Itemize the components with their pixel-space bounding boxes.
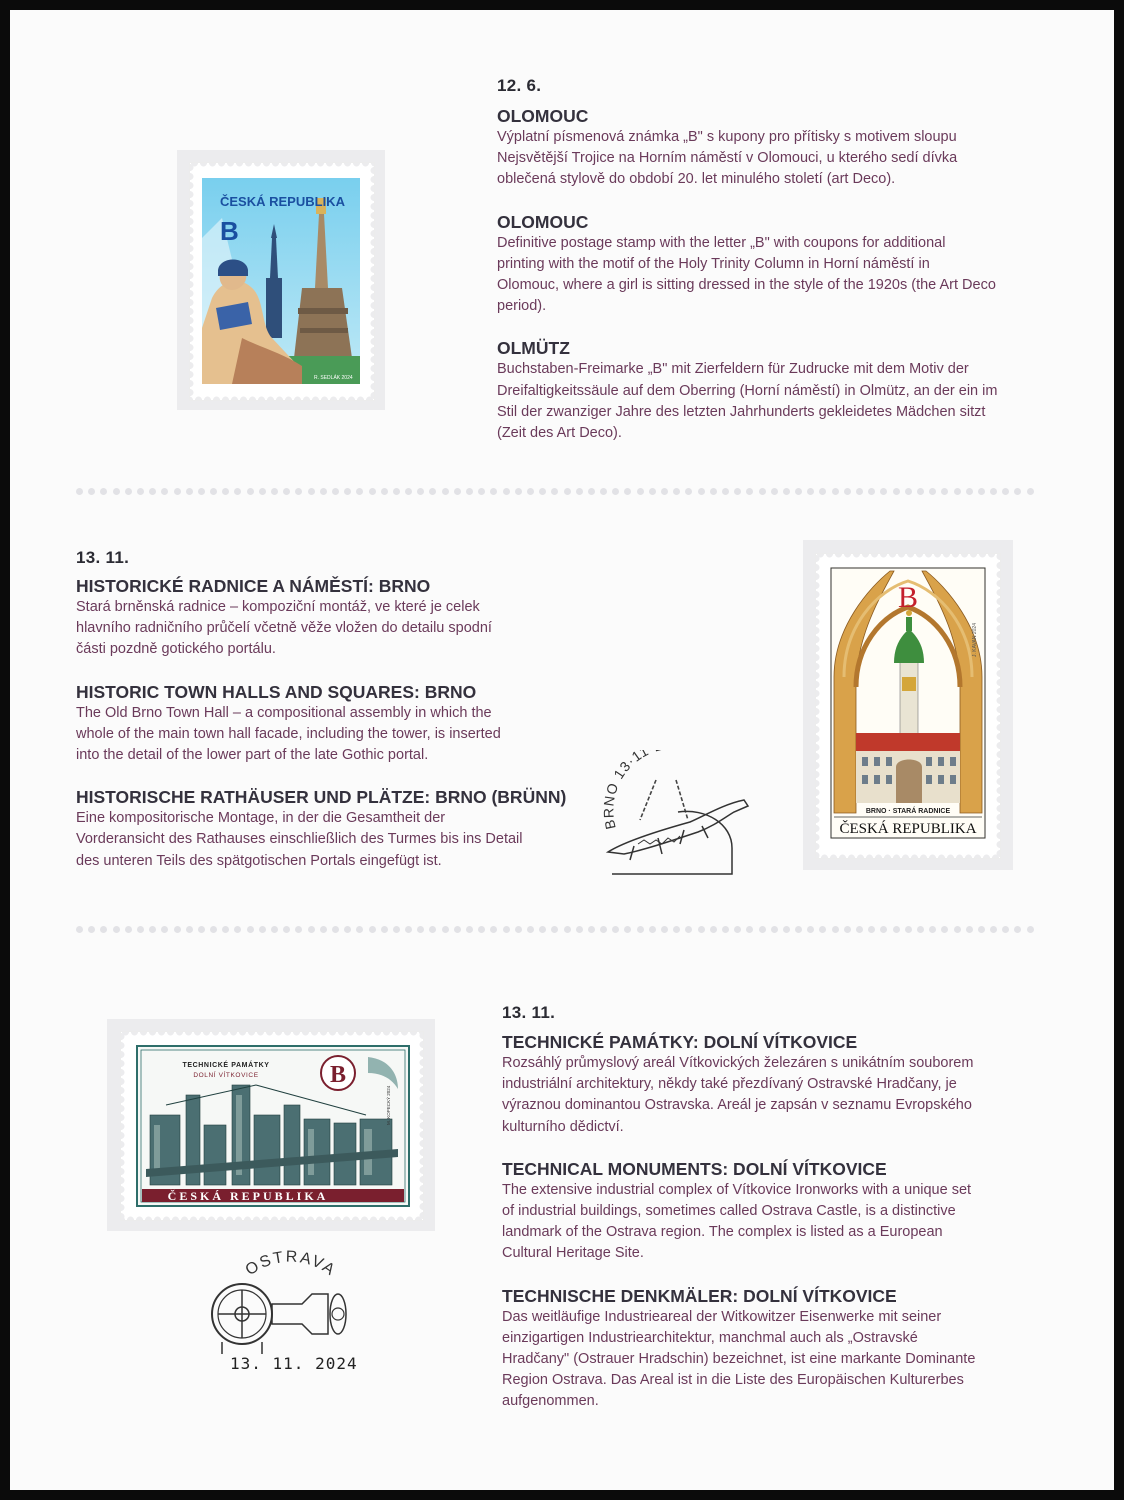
divider-dot [978, 488, 985, 495]
divider-dot [527, 926, 534, 933]
perforation [992, 554, 1000, 858]
divider-dot [819, 488, 826, 495]
divider-dot [588, 488, 595, 495]
text-line: (Zeit des Art Deco). [497, 425, 622, 442]
divider-dot [637, 926, 644, 933]
divider-dot [685, 488, 692, 495]
divider-dot [222, 488, 229, 495]
divider-dot [771, 926, 778, 933]
stamp-olomouc-image [202, 178, 360, 384]
perforation [190, 163, 198, 400]
section2-block-de [76, 787, 596, 872]
section1-body-en [497, 233, 1057, 318]
divider-dot [1014, 926, 1021, 933]
text-line: Region Ostrava. Das Areal ist in die Liste des Europäischen Kulturerbes [502, 1372, 964, 1389]
divider-dot [673, 488, 680, 495]
divider-dot [954, 926, 961, 933]
divider-dot [247, 926, 254, 933]
text-line: Hradčany" (Ostrauer Hradschin) bezeichnet, ist eine markante Dominante [502, 1351, 976, 1368]
divider-dot [856, 488, 863, 495]
divider-dot [125, 488, 132, 495]
divider-dot [929, 926, 936, 933]
divider-dot [295, 488, 302, 495]
divider-dot [649, 926, 656, 933]
text-line: industriální architektury, někdy také přezdívaný Ostravské Hradčany, je [502, 1076, 957, 1093]
divider-dot [466, 926, 473, 933]
perforation [121, 1032, 129, 1220]
divider-dot [844, 926, 851, 933]
divider-dot [405, 488, 412, 495]
svg-text:OSTRAVA [243, 1250, 339, 1280]
section2-body-en [76, 703, 596, 767]
perforation [121, 1032, 423, 1040]
divider-dot [734, 926, 741, 933]
divider-dot [832, 926, 839, 933]
section3-body-cz [502, 1053, 1062, 1138]
divider-dot [222, 926, 229, 933]
divider-dot [503, 926, 510, 933]
divider-dot [722, 488, 729, 495]
section3-date: 13. 11. [502, 1003, 556, 1022]
brno-town-hall-illustration [830, 567, 986, 839]
divider-dot [905, 488, 912, 495]
section2-date: 13. 11. [76, 548, 130, 567]
divider-dot [612, 488, 619, 495]
divider-dot [113, 926, 120, 933]
divider-dot [966, 926, 973, 933]
section3-body-en [502, 1180, 1062, 1265]
divider-dot [1027, 926, 1034, 933]
divider-dot [442, 488, 449, 495]
divider-dot [369, 926, 376, 933]
divider-dot [685, 926, 692, 933]
text-line: Vorderansicht des Rathauses einschließlich des Turmes bis ins Detail [76, 831, 523, 848]
section3-title-cz: TECHNICKÉ PAMÁTKY: DOLNÍ VÍTKOVICE [502, 1032, 858, 1052]
section1-body-cz [497, 127, 1057, 191]
divider-dot [588, 926, 595, 933]
text-line: printing with the motif of the Holy Trinity Column in Horní náměstí in [497, 255, 930, 272]
divider-dot [966, 488, 973, 495]
divider-dot [247, 488, 254, 495]
divider-dot [149, 488, 156, 495]
divider-dot [210, 926, 217, 933]
text-line: Rozsáhlý průmyslový areál Vítkovických železáren s unikátním souborem [502, 1055, 974, 1071]
text-line: výraznou dominantou Ostravska. Areál je zapsán v seznamu Evropského [502, 1097, 972, 1114]
divider-dot [551, 926, 558, 933]
text-line: des unteren Teils des spätgotischen Portals eingefügt ist. [76, 852, 442, 869]
album-page [10, 10, 1114, 1490]
divider-dot [113, 488, 120, 495]
divider-dot [698, 488, 705, 495]
divider-dot [661, 488, 668, 495]
stamp-caption: BRNO · STARÁ RADNICE [865, 808, 951, 815]
text-line: kulturního dědictví. [502, 1118, 624, 1135]
divider-dot [332, 926, 339, 933]
divider-dot [429, 926, 436, 933]
section2-title-cz: HISTORICKÉ RADNICE A NÁMĚSTÍ: BRNO [76, 576, 431, 596]
divider-dot [868, 926, 875, 933]
stamp-heading: TECHNICKÉ PAMÁTKY [182, 1062, 270, 1069]
text-line: Definitive postage stamp with the letter „B" with coupons for additional [497, 234, 946, 251]
divider-dot [393, 926, 400, 933]
divider-dot [783, 926, 790, 933]
divider-dot [100, 926, 107, 933]
text-line: Das weitläufige Industrieareal der Witkowitzer Eisenwerke mit seiner [502, 1308, 942, 1325]
perforation [816, 554, 824, 858]
perforation [415, 1032, 423, 1220]
divider-dot [198, 926, 205, 933]
divider-dot [746, 488, 753, 495]
divider-dot [783, 488, 790, 495]
stamp-vitkovice-image [136, 1045, 410, 1207]
divider-dot [332, 488, 339, 495]
divider-dot [978, 926, 985, 933]
divider-dot [454, 926, 461, 933]
divider-dot [381, 488, 388, 495]
perforation [121, 1212, 423, 1220]
divider-dot [795, 926, 802, 933]
divider-dot [234, 488, 241, 495]
divider-dot [76, 488, 83, 495]
divider-dot [320, 926, 327, 933]
divider-dot [125, 926, 132, 933]
divider-dot [76, 926, 83, 933]
section3-text [502, 1032, 1062, 1413]
divider-dot [137, 488, 144, 495]
section1-text [497, 106, 1057, 444]
divider-dot [320, 488, 327, 495]
postmark-brno [594, 750, 754, 880]
divider-dot [844, 488, 851, 495]
divider-dot [295, 926, 302, 933]
divider-dot [88, 926, 95, 933]
divider-dot [429, 488, 436, 495]
divider-dot [698, 926, 705, 933]
divider-dot [186, 488, 193, 495]
divider-dot [905, 926, 912, 933]
divider-dot [539, 488, 546, 495]
divider-dot [576, 926, 583, 933]
stamp-credit: J. KAVAN 2024 [972, 623, 978, 657]
stamp-letter: B [329, 1062, 347, 1088]
perforation [816, 850, 1000, 858]
divider-dot [551, 488, 558, 495]
divider-dot [283, 926, 290, 933]
divider-dot [466, 488, 473, 495]
stamp-letter: B [220, 216, 239, 246]
divider-dot [186, 926, 193, 933]
divider-dot [308, 926, 315, 933]
section1-date: 12. 6. [497, 76, 542, 95]
divider-dot [722, 926, 729, 933]
divider-dot [88, 488, 95, 495]
divider-dot [1002, 926, 1009, 933]
section1-title-en: OLOMOUC [497, 211, 589, 232]
divider-dot [100, 488, 107, 495]
divider-dot [612, 926, 619, 933]
section1-block-en [497, 212, 1057, 318]
divider-dot [880, 926, 887, 933]
divider-dot [576, 488, 583, 495]
section2-title-de: HISTORISCHE RATHÄUSER UND PLÄTZE: BRNO (BRÜNN) [76, 787, 567, 808]
divider-dot [600, 926, 607, 933]
divider-dot [271, 488, 278, 495]
divider-dot [941, 488, 948, 495]
text-line: Olomouc, where a girl is sitting dressed in the style of the 1920s (the Art Deco [497, 277, 996, 294]
section2-body-cz [76, 597, 596, 661]
text-line: Nejsvětější Trojice na Horním náměstí v Olomouci, u kterého sedí dívka [497, 150, 958, 167]
divider-dot [234, 926, 241, 933]
divider-dot [759, 926, 766, 933]
stamp-subheading: DOLNÍ VÍTKOVICE [193, 1072, 259, 1079]
text-line: části pozdně gotického portálu. [76, 641, 276, 658]
text-line: hlavního radničního průčelí včetně věže vložen do detailu spodní [76, 620, 492, 637]
divider-dot [673, 926, 680, 933]
text-line: oblečená stylově do období 20. let minulého století (art Deco). [497, 171, 896, 188]
section2-block-cz [76, 576, 596, 661]
divider-dot [990, 488, 997, 495]
divider-dot [490, 488, 497, 495]
section1-block-de [497, 338, 1057, 444]
divider-dot [161, 926, 168, 933]
divider-dot [515, 488, 522, 495]
text-line: Výplatní písmenová známka „B" s kupony pro přítisky s motivem sloupu [497, 129, 957, 145]
perforation [190, 163, 374, 171]
divider-dot [442, 926, 449, 933]
section2-block-en [76, 682, 596, 767]
postmark-text: BRNO 13·11 [600, 750, 652, 831]
text-line: whole of the main town hall facade, including the tower, is inserted [76, 725, 501, 742]
divider-dot [637, 488, 644, 495]
divider-dot [417, 488, 424, 495]
section1-body-de [497, 359, 1057, 444]
divider-dot [259, 488, 266, 495]
text-line: Buchstaben-Freimarke „B" mit Zierfeldern für Zudrucke mit dem Motiv der [497, 361, 969, 378]
divider-dot [564, 926, 571, 933]
divider-dot [503, 488, 510, 495]
divider-dot [649, 488, 656, 495]
divider-dot [868, 488, 875, 495]
divider-dot [454, 488, 461, 495]
divider-dot [893, 926, 900, 933]
text-line: Stil der zwanziger Jahre des letzten Jahrhunderts gekleidetes Mädchen sitzt [497, 403, 986, 420]
text-line: The Old Brno Town Hall – a compositional assembly in which the [76, 704, 492, 721]
stamp-credit: M. KOPECKÝ 2024 [386, 1085, 391, 1125]
divider-dot [308, 488, 315, 495]
section3-block-cz [502, 1032, 1062, 1138]
divider-dot [661, 926, 668, 933]
divider-dot [880, 488, 887, 495]
divider-dot [344, 488, 351, 495]
divider-dot [917, 488, 924, 495]
text-line: of industrial buildings, sometimes called Ostrava Castle, is a distinctive [502, 1203, 956, 1220]
divider-dot [990, 926, 997, 933]
text-line: einzigartigen Industriearchitektur, manchmal auch als „Ostravské [502, 1329, 918, 1346]
divider-dot [759, 488, 766, 495]
stamp-letter: B [897, 581, 919, 614]
stamp-credit: R. SEDLÁK 2024 [314, 375, 353, 381]
divider-dot [478, 488, 485, 495]
divider-dot [600, 488, 607, 495]
text-line: into the detail of the lower part of the late Gothic portal. [76, 747, 429, 764]
divider-dot [356, 926, 363, 933]
divider-dot [624, 488, 631, 495]
divider-dot [369, 488, 376, 495]
divider-dot [893, 488, 900, 495]
divider-dot [198, 488, 205, 495]
divider-dot [564, 488, 571, 495]
divider-dot [417, 926, 424, 933]
divider-dot [832, 488, 839, 495]
divider-dot [856, 926, 863, 933]
section3-title-en: TECHNICAL MONUMENTS: DOLNÍ VÍTKOVICE [502, 1158, 887, 1179]
ironworks-illustration [136, 1045, 410, 1207]
text-line: landmark of the Ostrava region. The complex is listed as a European [502, 1224, 943, 1241]
divider-dot [710, 488, 717, 495]
divider-dot [174, 926, 181, 933]
perforation [816, 554, 1000, 562]
section1-block-cz [497, 106, 1057, 191]
section1-title-de: OLMÜTZ [497, 338, 570, 359]
stamp-brno-image [830, 567, 986, 839]
divider-dot [527, 488, 534, 495]
text-line: Stará brněnská radnice – kompoziční montáž, ve které je celek [76, 599, 480, 615]
divider-dot [1002, 488, 1009, 495]
divider-dot [624, 926, 631, 933]
divider-dot [405, 926, 412, 933]
divider-dot [149, 926, 156, 933]
divider-dot [137, 926, 144, 933]
section3-body-de [502, 1307, 1062, 1413]
stamp-country-label: ČESKÁ REPUBLIKA [839, 821, 977, 837]
divider-dot [381, 926, 388, 933]
section3-block-de [502, 1286, 1062, 1413]
divider-dot [819, 926, 826, 933]
text-line: Eine kompositorische Montage, in der die Gesamtheit der [76, 810, 446, 827]
divider-dot [161, 488, 168, 495]
divider-dot [210, 488, 217, 495]
divider-dot [929, 488, 936, 495]
section3-block-en [502, 1159, 1062, 1265]
divider-dot [515, 926, 522, 933]
crocodile-postmark-icon [594, 750, 754, 880]
divider-dot [917, 926, 924, 933]
stamp-country-label: ČESKÁ REPUBLIKA [167, 1189, 329, 1203]
section2-body-de [76, 808, 596, 872]
postmark-city: OSTRAVA [242, 1250, 340, 1280]
postmark-date: 13. 11. 2024 [230, 1354, 358, 1373]
text-line: period). [497, 298, 547, 315]
divider-dot [174, 488, 181, 495]
divider-dot [283, 488, 290, 495]
divider-dot [259, 926, 266, 933]
svg-text:BRNO 13·11·2024 [600, 750, 692, 831]
perforation [190, 392, 374, 400]
olomouc-illustration [202, 178, 360, 384]
section2-text [76, 576, 596, 872]
divider-dot [941, 926, 948, 933]
divider-dot [1027, 488, 1034, 495]
divider-dot [807, 926, 814, 933]
stamp-country-label: ČESKÁ REPUBLIKA [220, 194, 345, 209]
section1-title-cz: OLOMOUC [497, 106, 589, 126]
section3-title-de: TECHNISCHE DENKMÄLER: DOLNÍ VÍTKOVICE [502, 1285, 897, 1306]
divider-dot [746, 926, 753, 933]
divider-dot [771, 488, 778, 495]
perforation [366, 163, 374, 400]
divider-dot [271, 926, 278, 933]
text-line: The extensive industrial complex of Vítkovice Ironworks with a unique set [502, 1181, 972, 1198]
divider-dot [356, 488, 363, 495]
divider-dot [795, 488, 802, 495]
text-line: Dreifaltigkeitssäule auf dem Oberring (Horní náměstí) in Olmütz, an der ein im [497, 382, 998, 399]
divider-dot [490, 926, 497, 933]
dotted-divider [76, 926, 1046, 934]
divider-dot [807, 488, 814, 495]
divider-dot [710, 926, 717, 933]
text-line: aufgenommen. [502, 1393, 599, 1410]
text-line: Cultural Heritage Site. [502, 1245, 644, 1262]
divider-dot [478, 926, 485, 933]
dotted-divider [76, 488, 1046, 496]
divider-dot [734, 488, 741, 495]
divider-dot [539, 926, 546, 933]
divider-dot [393, 488, 400, 495]
divider-dot [344, 926, 351, 933]
section2-title-en: HISTORIC TOWN HALLS AND SQUARES: BRNO [76, 681, 477, 702]
divider-dot [1014, 488, 1021, 495]
divider-dot [954, 488, 961, 495]
